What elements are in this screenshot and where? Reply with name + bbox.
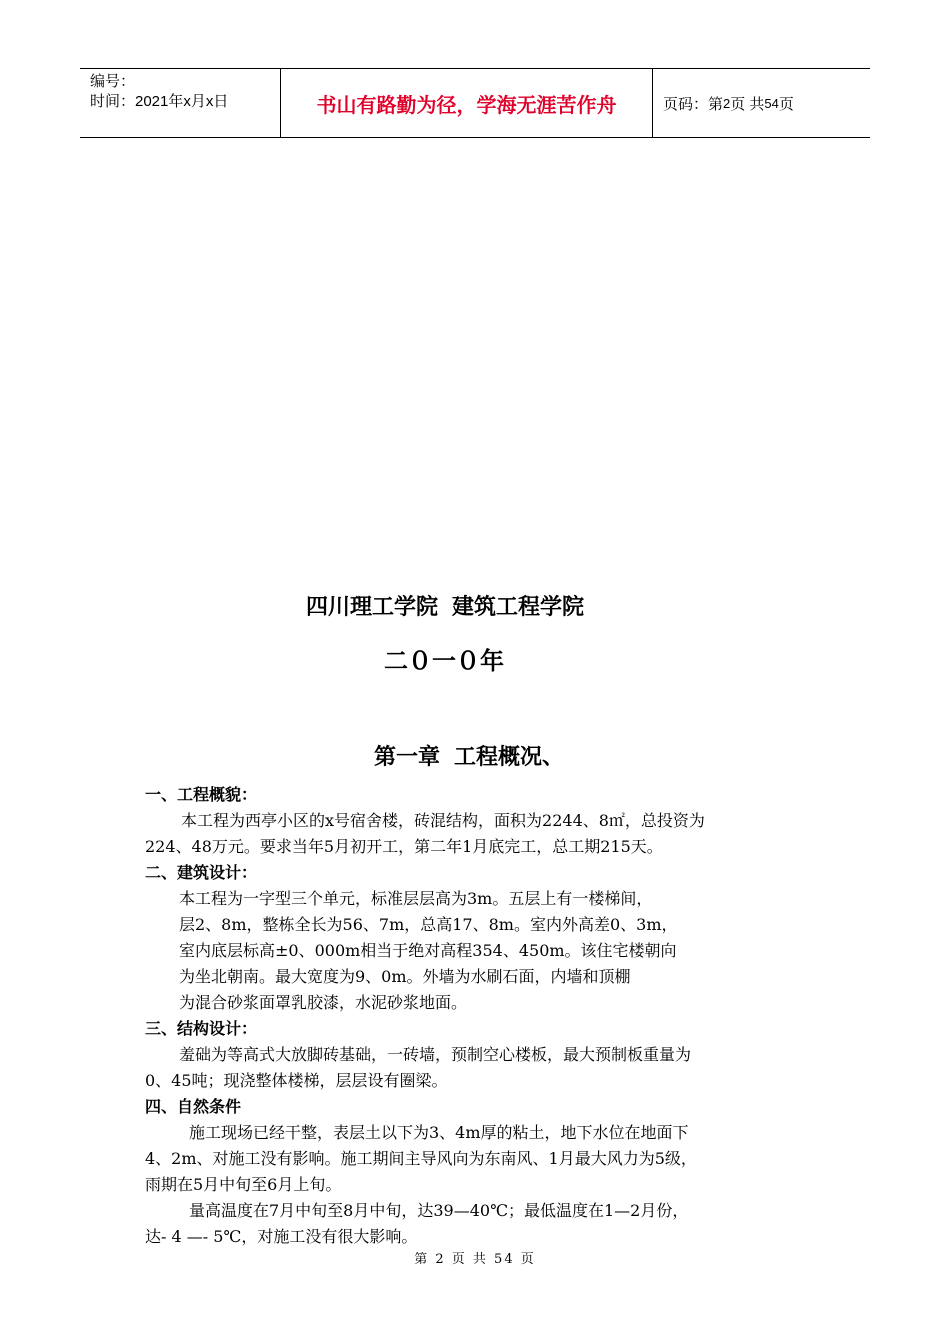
header-meta — [80, 69, 280, 137]
page-end: 页 — [778, 95, 794, 113]
paragraph-line: 224、48万元。要求当年5月初开工，第二年1月底完工，总工期215天。 — [145, 837, 663, 856]
page-number: 2 — [723, 95, 731, 111]
paragraph-line: 为混合砂浆面罩乳胶漆，水泥砂浆地面。 — [179, 993, 468, 1012]
school-name: 四川理工学院 — [306, 595, 439, 620]
chapter-name: 工程概况、 — [454, 745, 565, 770]
paragraph-line: 室内底层标高±0、000m相当于绝对高程354、450m。该住宅楼朝向 — [179, 941, 677, 960]
page-total: 54 — [764, 95, 779, 111]
page-mid: 页 共 — [730, 95, 765, 113]
paragraph-line: 0、45吨；现浇整体楼梯，层层设有圈梁。 — [145, 1071, 448, 1090]
chapter-body — [145, 782, 815, 1250]
section-heading: 三、结构设计： — [145, 1019, 258, 1038]
section-heading: 二、建筑设计： — [145, 863, 258, 882]
college-name: 建筑工程学院 — [452, 595, 585, 620]
paragraph-line: 羞础为等高式大放脚砖基础，一砖墙，预制空心楼板，最大预制板重量为 — [179, 1045, 692, 1064]
chapter-title — [374, 740, 564, 771]
page-header — [80, 68, 870, 138]
section-heading: 一、工程概貌： — [145, 785, 258, 804]
paragraph-line: 达- 4 —- 5℃，对施工没有很大影响。 — [145, 1227, 418, 1246]
header-motto: 书山有路勤为径，学海无涯苦作舟 — [280, 69, 653, 137]
document-time: 时间：2021年x月x日 — [90, 93, 229, 110]
page-label: 页码：第 — [663, 95, 724, 113]
document-number: 编号： — [90, 73, 136, 90]
paragraph-line: 雨期在5月中旬至6月上旬。 — [145, 1175, 342, 1194]
year-title: 二０一０年 — [384, 647, 504, 675]
school-title — [306, 590, 584, 621]
paragraph-line: 4、2m、对施工没有影响。施工期间主导风向为东南风、1月最大风力为5级， — [145, 1149, 697, 1168]
paragraph-line: 量高温度在7月中旬至8月中旬，达39—40℃；最低温度在1—2月份， — [189, 1201, 689, 1220]
page-footer: 第 2 页 共 54 页 — [414, 1252, 536, 1267]
chapter-number: 第一章 — [374, 745, 441, 770]
paragraph-line: 为坐北朝南。最大宽度为9、0m。外墙为水刷石面，内墙和顶棚 — [179, 967, 631, 986]
header-page-info — [653, 69, 870, 137]
paragraph-line: 本工程为一字型三个单元，标准层层高为3m。五层上有一楼梯间， — [179, 889, 653, 908]
paragraph-line: 本工程为西亭小区的x号宿舍楼，砖混结构，面积为2244、8㎡，总投资为 — [181, 811, 705, 830]
paragraph-line: 施工现场已经干整，表层土以下为3、4m厚的粘土，地下水位在地面下 — [189, 1123, 689, 1142]
paragraph-line: 层2、8m，整栋全长为56、7m，总高17、8m。室内外高差0、3m， — [179, 915, 678, 934]
section-heading: 四、自然条件 — [145, 1097, 242, 1116]
